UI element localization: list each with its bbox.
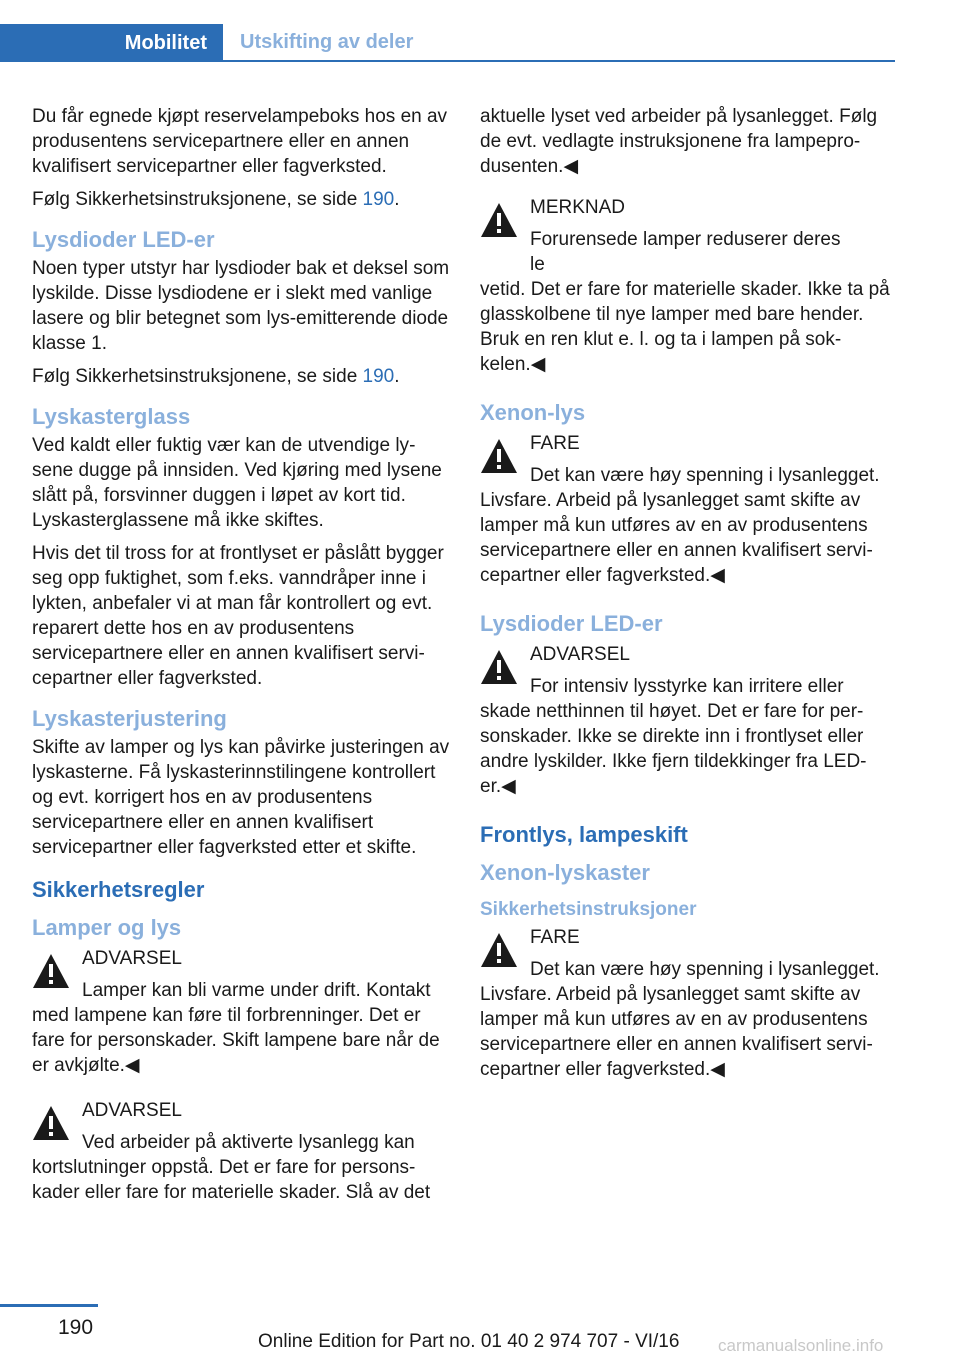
warning-title: ADVARSEL bbox=[82, 948, 182, 969]
footer-rule bbox=[0, 1304, 98, 1307]
page-header bbox=[0, 24, 895, 62]
notice-text: vetid. Det er fare for materielle skader. Ikke ta på glasskolbene til nye lamper med bare hender. Bruk en ren klut e. l. og ta i lampen på sokkelen.◀ bbox=[480, 279, 890, 375]
danger-block bbox=[480, 433, 898, 588]
heading-xenon-lys: Xenon-lys bbox=[480, 400, 586, 425]
warning-triangle-icon bbox=[480, 648, 518, 686]
notice-title: MERKNAD bbox=[530, 197, 626, 218]
page-link-190[interactable]: 190 bbox=[362, 189, 395, 210]
danger-text: Livsfare. Arbeid på lysanlegget samt skifte av lamper må kun utføres av en av produsentens servicepartnere eller en annen kvalifisert servicepartner eller fagverksted.◀ bbox=[480, 984, 873, 1080]
heading-led-right: Lysdioder LED-er bbox=[480, 611, 663, 636]
warning-triangle-icon bbox=[32, 952, 70, 990]
warning-text: med lampene kan føre til forbrenninger. Det er fare for personskader. Skift lampene bare når de er avkjølte.◀ bbox=[32, 1005, 440, 1076]
warning-title: ADVARSEL bbox=[530, 644, 630, 665]
page-link-190[interactable]: 190 bbox=[362, 366, 395, 387]
heading-sikkerhetsinstruksjoner: Sikkerhetsinstruksjoner bbox=[480, 899, 697, 920]
heading-sikkerhetsregler: Sikkerhetsregler bbox=[32, 877, 205, 902]
warning-text: kortslutninger oppstå. Det er fare for personskader eller fare for materielle skader. Slå av det bbox=[32, 1157, 431, 1203]
danger-block bbox=[480, 927, 898, 1082]
tab-utskifting-av-deler[interactable]: Utskifting av deler bbox=[240, 30, 414, 53]
edition-text: Online Edition for Part no. 01 40 2 974 707 - VI/16 bbox=[258, 1331, 680, 1352]
watermark: carmanualsonline.info bbox=[718, 1336, 884, 1355]
heading-xenon-lyskaster: Xenon-lyskaster bbox=[480, 860, 650, 885]
warning-triangle-icon bbox=[480, 437, 518, 475]
heading-led: Lysdioder LED-er bbox=[32, 227, 215, 252]
danger-text: Det kan være høy spenning i lysanlegget. bbox=[530, 959, 880, 980]
paragraph-glass-1: Ved kaldt eller fuktig vær kan de utvendige lysene dugge på innsiden. Ved kjøring med lysene slått på, forsvinner duggen i løpet av kort tid. Lyskasterglassene må ikke skiftes. bbox=[32, 435, 442, 531]
warning-triangle-icon bbox=[480, 931, 518, 969]
heading-frontlys-lampeskift: Frontlys, lampeskift bbox=[480, 822, 688, 847]
warning-block bbox=[32, 1100, 450, 1205]
danger-title: FARE bbox=[530, 433, 580, 454]
warning-text: Ved arbeider på aktiverte lysanlegg kan bbox=[82, 1132, 415, 1153]
paragraph-spare-bulbs: Du får egnede kjøpt reservelampeboks hos en av produsentens servicepartnere eller en annen kvalifisert servicepartner eller fagverksted. bbox=[32, 106, 448, 177]
paragraph-continued: aktuelle lyset ved arbeider på lysanlegget. Følg de evt. vedlagte instruksjonene fra lampeprodusenten.◀ bbox=[480, 106, 878, 177]
tab-mobilitet[interactable]: Mobilitet bbox=[0, 24, 223, 62]
paragraph-led: Noen typer utstyr har lysdioder bak et deksel som lyskilde. Disse lysdiodene er i slekt med vanlige lasere og blir betegnet som lys-emitterende diode klasse 1. bbox=[32, 258, 450, 354]
warning-text: Lamper kan bli varme under drift. Kontakt bbox=[82, 980, 431, 1001]
paragraph-glass-2: Hvis det til tross for at frontlyset er påslått bygger seg opp fuktighet, som f.eks. vanndråper inne i lykten, anbefaler vi at man får kontrollert og evt. reparert dette hos en av produsentens servicepartnere eller en annen kvalifisert servicepartner eller fagverksted. bbox=[32, 543, 444, 689]
warning-triangle-icon bbox=[32, 1104, 70, 1142]
paragraph-safety-ref-2: Følg Sikkerhetsinstruksjonene, se side 190. bbox=[32, 366, 400, 387]
heading-lyskasterglass: Lyskasterglass bbox=[32, 404, 191, 429]
warning-text: For intensiv lysstyrke kan irritere eller bbox=[530, 676, 844, 697]
page-number: 190 bbox=[58, 1316, 94, 1339]
danger-text: Det kan være høy spenning i lysanlegget. bbox=[530, 465, 880, 486]
danger-text: Livsfare. Arbeid på lysanlegget samt skifte av lamper må kun utføres av en av produsentens servicepartnere eller en annen kvalifisert servicepartner eller fagverksted.◀ bbox=[480, 490, 873, 586]
paragraph-safety-ref: Følg Sikkerhetsinstruksjonene, se side 190. bbox=[32, 189, 400, 210]
right-column bbox=[480, 104, 898, 1104]
danger-title: FARE bbox=[530, 927, 580, 948]
warning-title: ADVARSEL bbox=[82, 1100, 182, 1121]
warning-block bbox=[32, 948, 450, 1078]
warning-text: skade netthinnen til høyet. Det er fare for personskader. Ikke se direkte inn i frontlyset eller andre lyskilder. Ikke fjern tildekkinger fra LED-er.◀ bbox=[480, 701, 867, 797]
paragraph-justering: Skifte av lamper og lys kan påvirke justeringen av lyskasterne. Få lyskasterinnstilingene kontrollert og evt. korrigert hos en av produsentens servicepartnere eller en annen kvalifisert servicepartner eller fagverksted etter et skifte. bbox=[32, 737, 450, 858]
notice-block bbox=[480, 197, 898, 377]
heading-lyskasterjustering: Lyskasterjustering bbox=[32, 706, 227, 731]
heading-lamper-og-lys: Lamper og lys bbox=[32, 915, 182, 940]
left-column bbox=[32, 104, 450, 1227]
notice-text: Forurensede lamper reduserer deres le bbox=[530, 229, 841, 275]
warning-triangle-icon bbox=[480, 201, 518, 239]
warning-block bbox=[480, 644, 898, 799]
